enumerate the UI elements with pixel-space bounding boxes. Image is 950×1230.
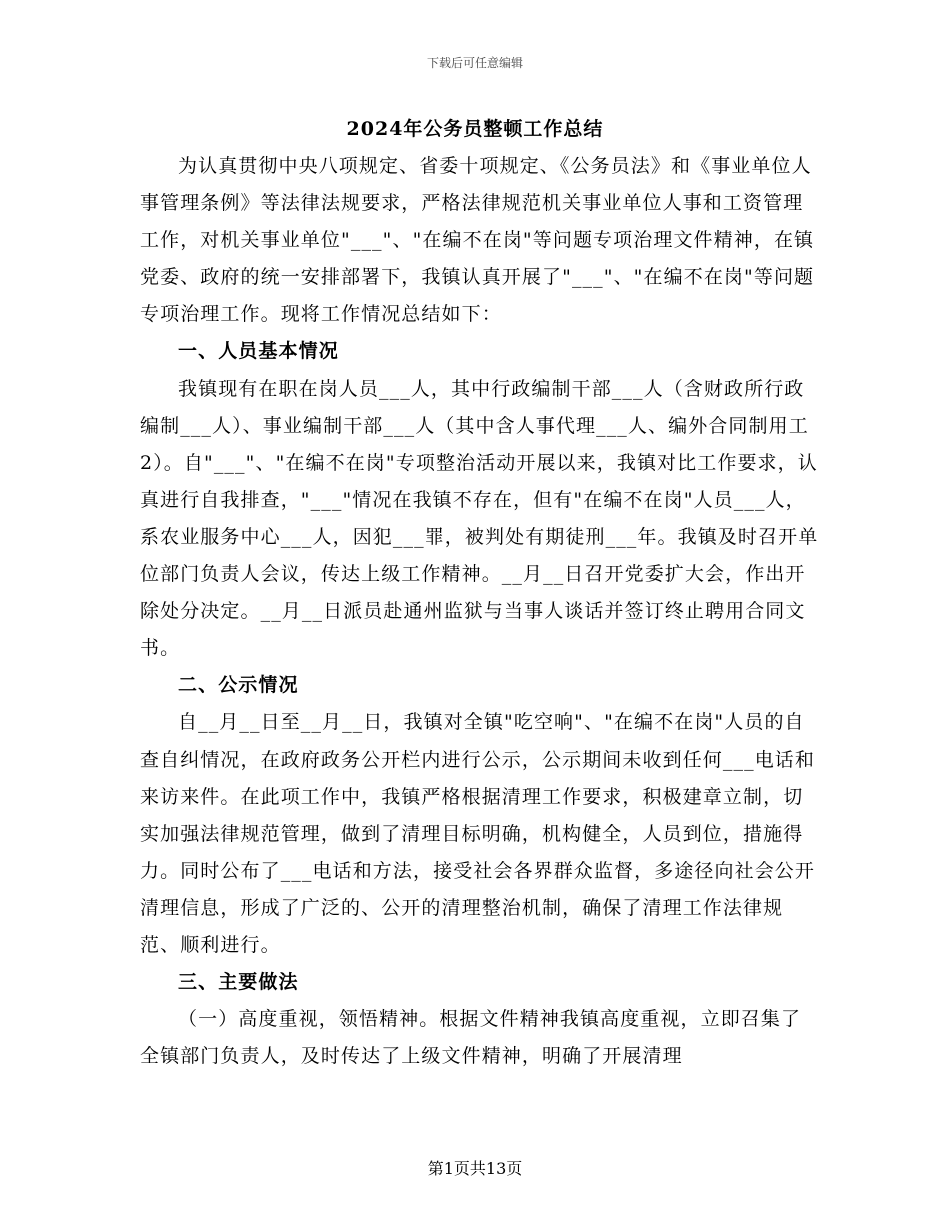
section-heading-3: 三、主要做法 <box>178 971 299 994</box>
section-heading-1: 一、人员基本情况 <box>178 340 339 363</box>
page-number-footer: 第1页共13页 <box>427 1159 523 1178</box>
document-title: 2024年公务员整顿工作总结 <box>346 118 604 140</box>
paragraph-main-practice: （一）高度重视，领悟精神。根据文件精神我镇高度重视，立即召集了全镇部门负责人，及时传达了上级文件精神，明确了开展清理 <box>140 1008 802 1068</box>
paragraph-intro: 为认真贯彻中央八项规定、省委十项规定、《公务员法》和《事业单位人事管理条例》等法律法规要求，严格法律规范机关事业单位人事和工资管理工作，对机关事业单位"___"、"在编不在岗"等问题专项治理文件精神，在镇党委、政府的统一安排部署下，我镇认真开展了"___"、"在编不在岗"等问题专项治理工作。现将工作情况总结如下： <box>140 155 815 326</box>
section-heading-2: 二、公示情况 <box>178 674 299 697</box>
paragraph-public-notice: 自__月__日至__月__日，我镇对全镇"吃空响"、"在编不在岗"人员的自查自纠情况，在政府政务公开栏内进行公示，公示期间未收到任何___电话和来访来件。在此项工作中，我镇严格根据清理工作要求，积极建章立制，切实加强法律规范管理，做到了清理目标明确，机构健全，人员到位，措施得力。同时公布了___电话和方法，接受社会各界群众监督，多途径向社会公开清理信息，形成了广泛的、公开的清理整治机制，确保了清理工作法律规范、顺利进行。 <box>140 711 816 956</box>
paragraph-staff-basics: 我镇现有在职在岗人员___人，其中行政编制干部___人（含财政所行政编制___人）、事业编制干部___人（其中含人事代理___人、编外合同制用工2）。自"___"、"在编不在岗"专项整治活动开展以来，我镇对比工作要求，认真进行自我排查，"___"情况在我镇不存在，但有"在编不在岗"人员___人，系农业服务中心___人，因犯___罪，被判处有期徒刑___年。我镇及时召开单位部门负责人会议，传达上级工作精神。__月__日召开党委扩大会，作出开除处分决定。__月__日派员赴通州监狱与当事人谈话并签订终止聘用合同文书。 <box>140 377 819 660</box>
header-note: 下载后可任意编辑 <box>426 56 523 70</box>
document-body <box>140 148 820 1075</box>
